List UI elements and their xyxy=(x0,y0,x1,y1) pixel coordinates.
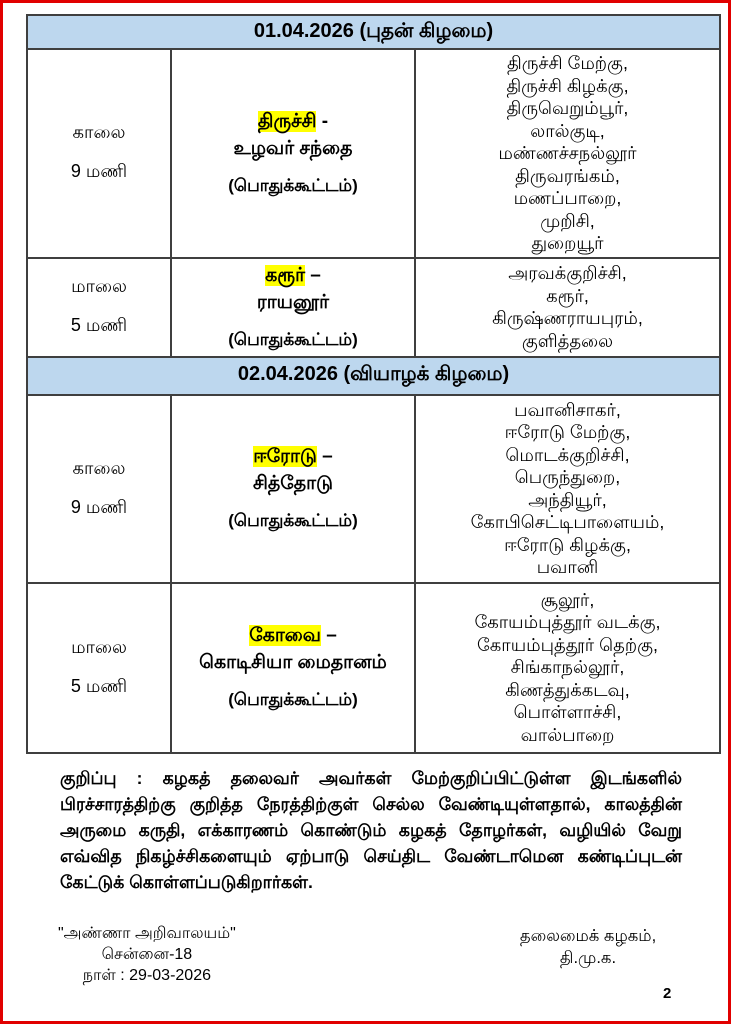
venue-title xyxy=(176,108,410,135)
table-row xyxy=(27,395,720,583)
meeting-type-label: (பொதுக்கூட்டம்) xyxy=(228,175,358,195)
time-cell: காலை 9 மணி xyxy=(27,395,171,583)
page-number: 2 xyxy=(663,985,672,1002)
footer-issuer-block: "அண்ணா அறிவாலயம்" சென்னை-18 நாள் : 29-03-2026 xyxy=(58,925,236,984)
venue-highlighted-name: ஈரோடு xyxy=(253,446,317,467)
table-row xyxy=(27,49,720,258)
time-cell: காலை 9 மணி xyxy=(27,49,171,258)
districts-cell: பவானிசாகர், ஈரோடு மேற்கு, மொடக்குறிச்சி, பெருந்துறை, அந்தியூர், கோபிசெட்டிபாளையம், ஈரோடு கிழக்கு, பவானி xyxy=(415,395,720,583)
venue-cell xyxy=(171,258,415,357)
venue-highlighted-name: திருச்சி xyxy=(257,110,317,132)
venue-title xyxy=(176,262,410,289)
venue-highlighted-name: கோவை xyxy=(249,625,321,646)
meeting-type-label: (பொதுக்கூட்டம்) xyxy=(228,690,358,709)
venue-subtitle: சித்தோடு xyxy=(252,473,333,494)
venue-dash: – xyxy=(316,446,333,467)
venue-subtitle: கொடிசியா மைதானம் xyxy=(199,652,387,673)
note-paragraph: குறிப்பு : கழகத் தலைவர் அவர்கள் மேற்குறிப்பிட்டுள்ள இடங்களில் பிரச்சாரத்திற்கு குறித்த நேரத்திற்குள் செல்ல வேண்டியுள்ளதால், காலத்தின் அருமை கருதி, எக்காரணம் கொண்டும் கழகத் தோழர்கள், வழியில் வேறு எவ்வித நிகழ்ச்சிகளையும் ஏற்பாடு செய்திட வேண்டாமென கண்டிப்புடன் கேட்டுக் கொள்ளப்படுகிறார்கள். xyxy=(60,768,682,892)
schedule-table xyxy=(26,14,721,754)
meeting-type-label: (பொதுக்கூட்டம்) xyxy=(228,329,358,349)
date-header: 02.04.2026 (வியாழக் கிழமை) xyxy=(27,357,720,395)
venue-title xyxy=(176,622,410,649)
date-header: 01.04.2026 (புதன் கிழமை) xyxy=(27,15,720,49)
venue-dash: – xyxy=(305,264,321,286)
districts-cell: அரவக்குறிச்சி, கரூர், கிருஷ்ணராயபுரம், குளித்தலை xyxy=(415,258,720,357)
venue-cell xyxy=(171,395,415,583)
footer-party-block: தலைமைக் கழகம், தி.மு.க. xyxy=(519,927,657,967)
table-row xyxy=(27,258,720,357)
venue-subtitle: உழவர் சந்தை xyxy=(233,137,353,159)
venue-dash: - xyxy=(316,110,329,132)
time-cell: மாலை 5 மணி xyxy=(27,258,171,357)
meeting-type-label: (பொதுக்கூட்டம்) xyxy=(228,511,358,530)
venue-cell xyxy=(171,49,415,258)
venue-cell xyxy=(171,583,415,753)
venue-highlighted-name: கரூர் xyxy=(265,264,306,286)
districts-cell: சூலூர், கோயம்புத்தூர் வடக்கு, கோயம்புத்தூர் தெற்கு, சிங்காநல்லூர், கிணத்துக்கடவு, பொள்ளாச்சி, வால்பாறை xyxy=(415,583,720,753)
time-cell: மாலை 5 மணி xyxy=(27,583,171,753)
venue-subtitle: ராயனூர் xyxy=(256,291,330,313)
venue-title xyxy=(176,443,410,470)
districts-cell: திருச்சி மேற்கு, திருச்சி கிழக்கு, திருவெறும்பூர், லால்குடி, மண்ணச்சநல்லூர் திருவரங்கம், மணப்பாறை, முறிசி, துறையூர் xyxy=(415,49,720,258)
table-row xyxy=(27,583,720,753)
venue-dash: – xyxy=(320,625,337,646)
